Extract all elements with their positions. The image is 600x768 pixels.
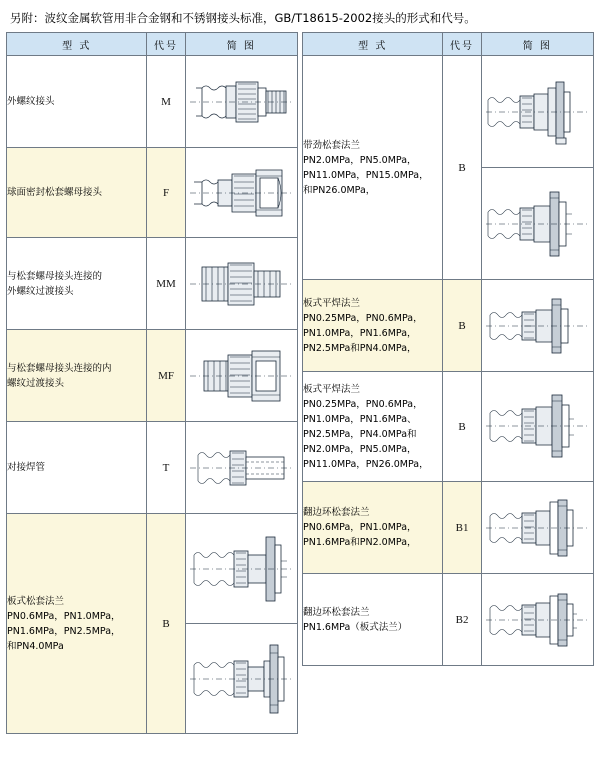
plate-slip-on-flange-icon: [484, 287, 590, 365]
type-line: PN11.0MPa，PN15.0MPa，: [303, 169, 429, 181]
row-code-cell: MF: [147, 330, 185, 422]
male-transition-fitting-icon: [188, 247, 294, 321]
type-line: 翻边环松套法兰: [303, 606, 370, 618]
table-row: [303, 372, 594, 482]
type-line: PN0.25MPa，PN0.6MPa，: [303, 398, 423, 410]
row-code-cell: B: [443, 372, 481, 482]
row-type-cell: [303, 574, 443, 666]
row-type-cell: [7, 330, 147, 422]
plate-lap-joint-flange-icon-2: [188, 631, 294, 727]
row-figure-cell: [185, 422, 297, 514]
row-code-cell: B: [443, 280, 481, 372]
table-row: [303, 574, 594, 666]
type-line: 球面密封松套螺母接头: [7, 187, 103, 198]
type-line: PN1.6MPa（板式法兰）: [303, 621, 408, 633]
type-line: 螺纹过渡接头: [7, 377, 65, 389]
row-code-cell: F: [147, 148, 185, 238]
type-line: 带劲松套法兰: [303, 139, 361, 151]
row-type-cell: [7, 422, 147, 514]
table-row: [7, 514, 298, 624]
row-code-cell: T: [147, 422, 185, 514]
table-row: [7, 238, 298, 330]
type-line: PN1.6MPa，PN2.5MPa，: [7, 625, 121, 637]
type-line: PN1.6MPa和PN2.0MPa，: [303, 537, 417, 548]
type-line: 外螺纹过渡接头: [7, 285, 74, 297]
type-line: PN2.0MPa，PN5.0MPa，: [303, 154, 417, 166]
type-line: 对接焊管: [7, 462, 46, 473]
ribbed-lap-joint-flange-icon: [484, 64, 590, 160]
row-figure-cell: [185, 148, 297, 238]
row-figure-cell: [185, 238, 297, 330]
row-figure-cell: [185, 514, 297, 624]
table-row: [303, 56, 594, 168]
type-line: 外螺纹接头: [7, 96, 55, 107]
type-line: 和PN4.0MPa: [7, 640, 64, 652]
row-code-cell: B: [147, 514, 185, 734]
type-line: 板式松套法兰: [7, 595, 65, 607]
header-code: 代号: [147, 33, 185, 56]
type-line: 与松套螺母接头连接的: [7, 270, 103, 282]
table-header-row: [303, 33, 594, 56]
type-line: 翻边环松套法兰: [303, 507, 370, 518]
type-line: PN2.5MPa和PN4.0MPa，: [303, 342, 417, 354]
row-type-cell: [303, 56, 443, 280]
table-header-row: [7, 33, 298, 56]
fitting-table-left: [6, 32, 298, 734]
male-thread-fitting-icon: [188, 64, 294, 140]
row-figure-cell: [481, 168, 593, 280]
row-type-cell: [7, 238, 147, 330]
row-figure-cell: [185, 624, 297, 734]
page-caption: 另附：波纹金属软管用非合金钢和不锈钢接头标准，GB/T18615-2002接头的形式和代号。: [10, 11, 476, 25]
row-type-cell: [303, 280, 443, 372]
row-figure-cell: [481, 574, 593, 666]
fitting-table-right: [302, 32, 594, 666]
type-line: 板式平焊法兰: [303, 383, 361, 395]
header-type: 型 式: [303, 33, 443, 56]
spherical-seal-union-nut-icon: [188, 156, 294, 230]
row-code-cell: B: [443, 56, 481, 280]
plate-slip-on-flange-2-icon: [484, 379, 590, 475]
header-type: 型 式: [7, 33, 147, 56]
table-row: [7, 422, 298, 514]
header-figure: 简 图: [481, 33, 593, 56]
tables-container: [6, 32, 594, 734]
type-line: PN2.0MPa，PN5.0MPa，: [303, 443, 417, 455]
butt-weld-pipe-icon: [188, 431, 294, 505]
type-line: PN1.0MPa，PN1.6MPa，: [303, 327, 417, 339]
table-row: [7, 330, 298, 422]
type-line: PN0.6MPa，PN1.0MPa，: [303, 522, 417, 533]
row-figure-cell: [185, 56, 297, 148]
row-figure-cell: [481, 56, 593, 168]
row-type-cell: [303, 482, 443, 574]
type-line: PN0.25MPa，PN0.6MPa，: [303, 312, 423, 324]
table-row: [7, 56, 298, 148]
row-code-cell: B2: [443, 574, 481, 666]
row-code-cell: MM: [147, 238, 185, 330]
ribbed-lap-joint-flange-icon-2: [484, 176, 590, 272]
row-code-cell: M: [147, 56, 185, 148]
header-figure: 简 图: [185, 33, 297, 56]
row-type-cell: [7, 56, 147, 148]
row-type-cell: [7, 148, 147, 238]
plate-lap-joint-flange-icon: [188, 521, 294, 617]
type-line: 与松套螺母接头连接的内: [7, 362, 112, 374]
row-code-cell: B1: [443, 482, 481, 574]
table-row: [7, 148, 298, 238]
type-line: PN0.6MPa，PN1.0MPa，: [7, 610, 121, 622]
row-type-cell: [303, 372, 443, 482]
row-figure-cell: [481, 482, 593, 574]
type-line: 板式平焊法兰: [303, 297, 361, 309]
female-transition-fitting-icon: [188, 339, 294, 413]
row-figure-cell: [481, 280, 593, 372]
type-line: PN11.0MPa，PN26.0MPa，: [303, 458, 429, 470]
row-figure-cell: [185, 330, 297, 422]
type-line: 和PN26.0MPa，: [303, 184, 376, 196]
lap-joint-stub-end-flange-2-icon: [484, 578, 590, 662]
table-row: [303, 482, 594, 574]
type-line: PN1.0MPa，PN1.6MPa、: [303, 413, 417, 425]
row-figure-cell: [481, 372, 593, 482]
header-code: 代号: [443, 33, 481, 56]
row-type-cell: [7, 514, 147, 734]
lap-joint-stub-end-flange-icon: [484, 486, 590, 570]
type-line: PN2.5MPa，PN4.0MPa和: [303, 428, 417, 440]
table-row: [303, 280, 594, 372]
